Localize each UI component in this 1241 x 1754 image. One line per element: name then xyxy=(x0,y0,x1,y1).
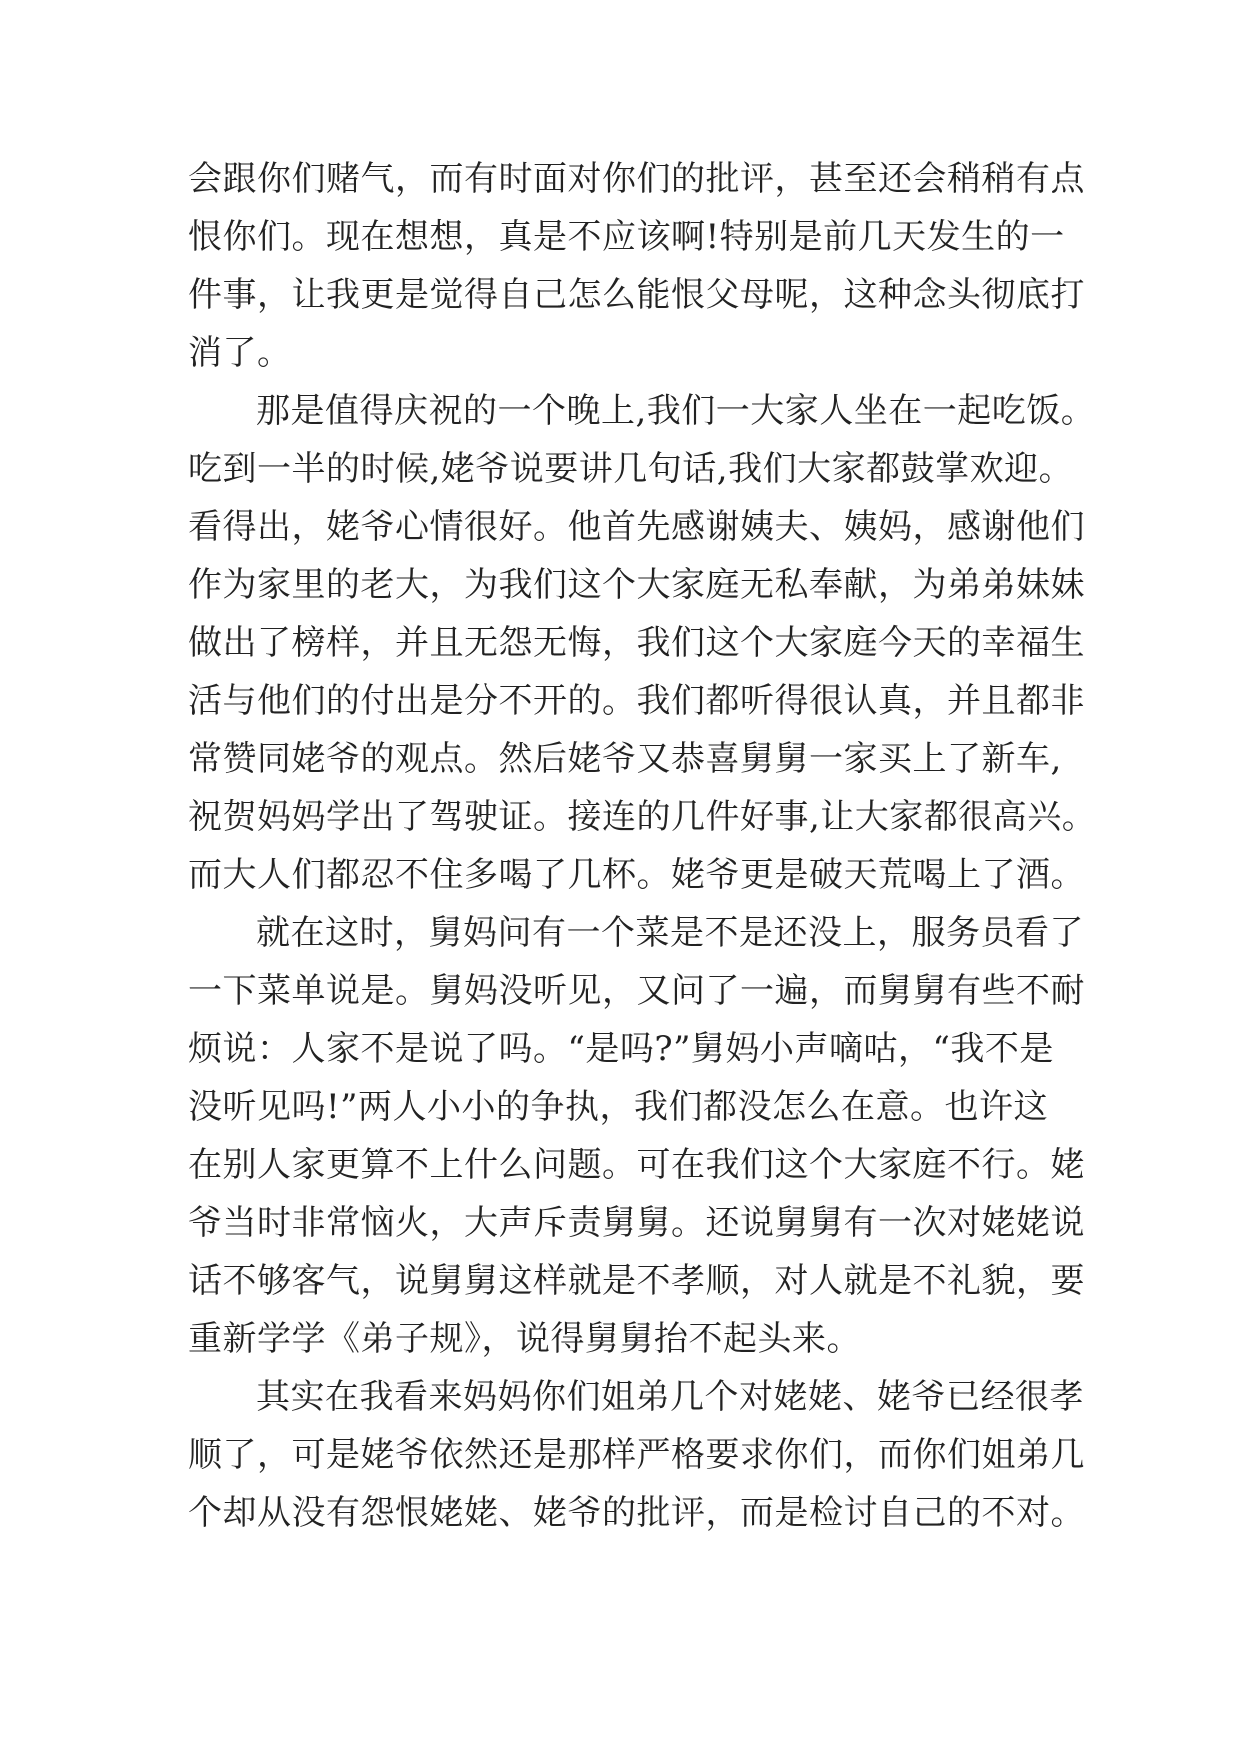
text-line: 吃到一半的时候,姥爷说要讲几句话,我们大家都鼓掌欢迎。 xyxy=(188,449,1074,489)
paragraph-start-line: 那是值得庆祝的一个晚上,我们一大家人坐在一起吃饭。 xyxy=(256,391,1096,431)
text-line: 消了。 xyxy=(188,333,292,373)
text-line: 做出了榜样，并且无怨无悔，我们这个大家庭今天的幸福生 xyxy=(188,623,1085,663)
text-line: 话不够客气，说舅舅这样就是不孝顺，对人就是不礼貌，要 xyxy=(188,1261,1085,1301)
paragraph-start-line: 其实在我看来妈妈你们姐弟几个对姥姥、姥爷已经很孝 xyxy=(256,1377,1084,1417)
paragraph-start-line: 就在这时，舅妈问有一个菜是不是还没上，服务员看了 xyxy=(256,913,1084,953)
document-body xyxy=(188,150,1097,1542)
text-line: 在别人家更算不上什么问题。可在我们这个大家庭不行。姥 xyxy=(188,1145,1085,1185)
text-line: 看得出，姥爷心情很好。他首先感谢姨夫、姨妈，感谢他们 xyxy=(188,507,1085,547)
text-line: 件事，让我更是觉得自己怎么能恨父母呢，这种念头彻底打 xyxy=(188,275,1085,315)
text-line: 顺了，可是姥爷依然还是那样严格要求你们，而你们姐弟几 xyxy=(188,1435,1085,1475)
text-line: 恨你们。现在想想，真是不应该啊!特别是前几天发生的一 xyxy=(188,217,1065,257)
text-line: 会跟你们赌气，而有时面对你们的批评，甚至还会稍稍有点 xyxy=(188,159,1085,199)
text-line: 重新学学《弟子规》，说得舅舅抬不起头来。 xyxy=(188,1319,861,1359)
text-line: 一下菜单说是。舅妈没听见，又问了一遍，而舅舅有些不耐 xyxy=(188,971,1085,1011)
text-line: 没听见吗!”两人小小的争执，我们都没怎么在意。也许这 xyxy=(188,1087,1049,1127)
text-line: 作为家里的老大，为我们这个大家庭无私奉献，为弟弟妹妹 xyxy=(188,565,1085,605)
text-line: 祝贺妈妈学出了驾驶证。接连的几件好事,让大家都很高兴。 xyxy=(188,797,1097,837)
text-line: 烦说：人家不是说了吗。“是吗?”舅妈小声嘀咕，“我不是 xyxy=(188,1029,1054,1069)
text-line: 而大人们都忍不住多喝了几杯。姥爷更是破天荒喝上了酒。 xyxy=(188,855,1085,895)
text-line: 个却从没有怨恨姥姥、姥爷的批评，而是检讨自己的不对。 xyxy=(188,1493,1085,1533)
text-line: 常赞同姥爷的观点。然后姥爷又恭喜舅舅一家买上了新车, xyxy=(188,739,1062,779)
text-line: 活与他们的付出是分不开的。我们都听得很认真，并且都非 xyxy=(188,681,1085,721)
text-line: 爷当时非常恼火，大声斥责舅舅。还说舅舅有一次对姥姥说 xyxy=(188,1203,1085,1243)
